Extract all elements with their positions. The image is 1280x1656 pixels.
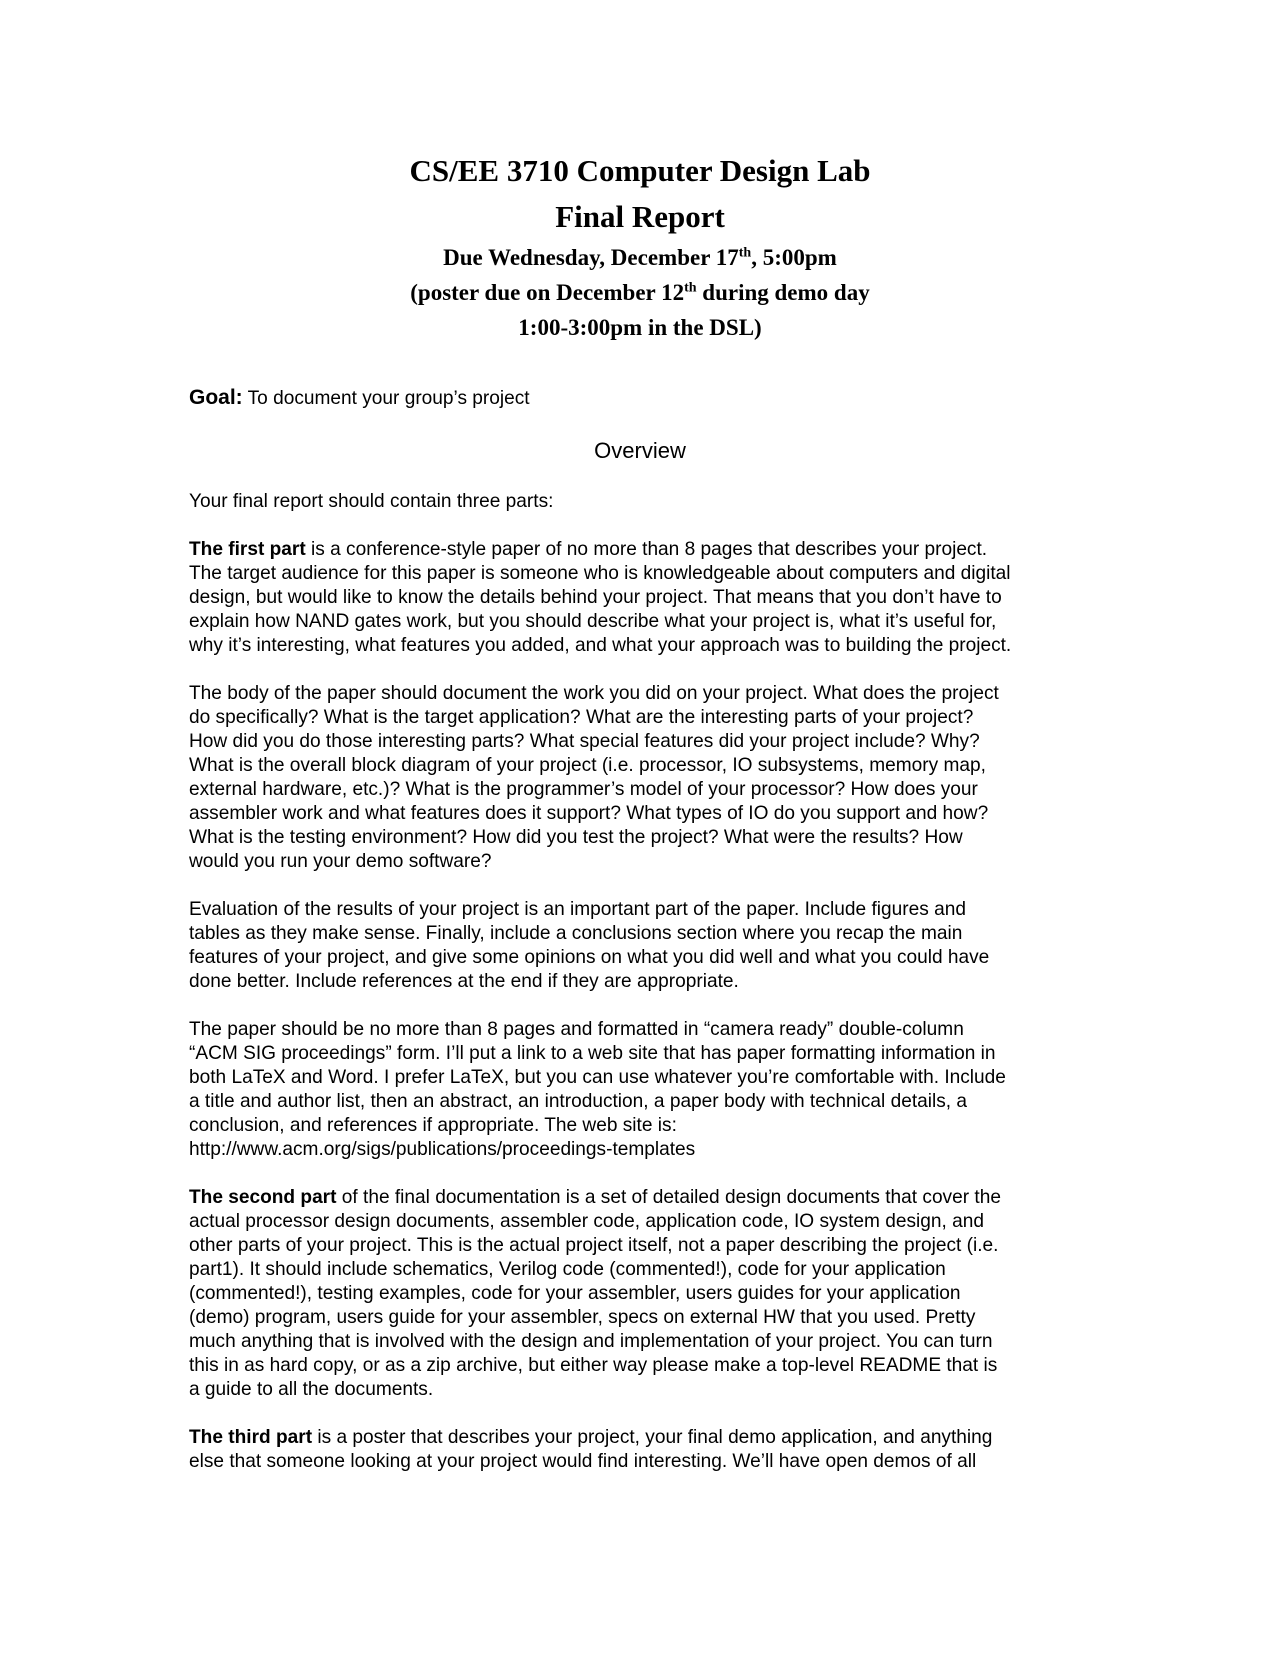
body-paragraph: [189, 682, 1099, 874]
paragraph-line: assembler work and what features does it support? What types of IO do you support and how?: [189, 803, 989, 824]
paragraph-line: a guide to all the documents.: [189, 1379, 434, 1400]
paragraph-line: Evaluation of the results of your project is an important part of the paper. Include figures and: [189, 899, 966, 920]
paragraph-line: [189, 538, 1099, 562]
paragraph-line: What is the overall block diagram of your project (i.e. processor, IO subsystems, memory map,: [189, 755, 986, 776]
poster-time-line: 1:00-3:00pm in the DSL): [518, 315, 762, 340]
paragraph-line: What is the testing environment? How did you test the project? What were the results? How: [189, 827, 963, 848]
third-part-lead: The third part: [189, 1427, 313, 1448]
intro-paragraph: [189, 490, 1099, 514]
poster-due-rest: during demo day: [696, 280, 870, 305]
paragraph-line: external hardware, etc.)? What is the programmer’s model of your processor? How does your: [189, 779, 978, 800]
paragraph-line: How did you do those interesting parts? What special features did your project include? Why?: [189, 731, 980, 752]
paragraph-line: [189, 1186, 1099, 1210]
paragraph-line: The paper should be no more than 8 pages and formatted in “camera ready” double-column: [189, 1019, 964, 1040]
paragraph-line: (commented!), testing examples, code for your assembler, users guides for your application: [189, 1283, 961, 1304]
paragraph-line: this in as hard copy, or as a zip archive, but either way please make a top-level README that is: [189, 1355, 998, 1376]
second-part-text: of the final documentation is a set of detailed design documents that cover the: [336, 1187, 1001, 1208]
paragraph-line: explain how NAND gates work, but you should describe what your project is, what it’s useful for,: [189, 611, 997, 632]
paragraph-line: done better. Include references at the end if they are appropriate.: [189, 971, 739, 992]
poster-due-line: [0, 275, 1280, 310]
paragraph-line: The body of the paper should document the work you did on your project. What does the project: [189, 683, 999, 704]
paragraph-line: features of your project, and give some opinions on what you did well and what you could have: [189, 947, 990, 968]
paragraph-line: conclusion, and references if appropriate. The web site is:: [189, 1115, 677, 1136]
goal-text: To document your group’s project: [242, 388, 530, 409]
due-date-line: [0, 240, 1280, 275]
first-part-paragraph: [189, 538, 1099, 658]
third-part-text: is a poster that describes your project, your final demo application, and anything: [312, 1427, 993, 1448]
due-date-time: , 5:00pm: [751, 245, 837, 270]
title-block: [0, 148, 1280, 345]
third-part-paragraph: [189, 1426, 1099, 1474]
course-title: CS/EE 3710 Computer Design Lab: [409, 153, 871, 188]
due-date-suffix: th: [738, 245, 752, 261]
paragraph-line: tables as they make sense. Finally, include a conclusions section where you recap the main: [189, 923, 963, 944]
paragraph-line: would you run your demo software?: [189, 851, 492, 872]
first-part-text: is a conference-style paper of no more than 8 pages that describes your project.: [305, 539, 988, 560]
paragraph-line: (demo) program, users guide for your assembler, specs on external HW that you used. Pretty: [189, 1307, 976, 1328]
paragraph-line: The target audience for this paper is someone who is knowledgeable about computers and digital: [189, 563, 1011, 584]
second-part-paragraph: [189, 1186, 1099, 1402]
overview-heading: Overview: [594, 438, 686, 463]
poster-due-suffix: th: [684, 280, 697, 296]
format-paragraph: [189, 1018, 1099, 1162]
paragraph-line: “ACM SIG proceedings” form. I’ll put a link to a web site that has paper formatting information in: [189, 1043, 996, 1064]
paragraph-line: else that someone looking at your project would find interesting. We’ll have open demos of all: [189, 1451, 977, 1472]
document-title: Final Report: [555, 199, 725, 234]
paragraph-line: part1). It should include schematics, Verilog code (commented!), code for your application: [189, 1259, 946, 1280]
paragraph-line: design, but would like to know the details behind your project. That means that you don’t have to: [189, 587, 1002, 608]
paragraph-line: Your final report should contain three parts:: [189, 491, 554, 512]
first-part-lead: The first part: [189, 539, 306, 560]
paragraph-line: both LaTeX and Word. I prefer LaTeX, but you can use whatever you’re comfortable with. Include: [189, 1067, 1006, 1088]
paragraph-line: a title and author list, then an abstract, an introduction, a paper body with technical details, a: [189, 1091, 968, 1112]
paragraph-line: actual processor design documents, assembler code, application code, IO system design, and: [189, 1211, 984, 1232]
paragraph-line: do specifically? What is the target application? What are the interesting parts of your project?: [189, 707, 974, 728]
paragraph-line: much anything that is involved with the design and implementation of your project. You can turn: [189, 1331, 993, 1352]
paragraph-line: [189, 1426, 1099, 1450]
goal-line: [189, 386, 1099, 411]
second-part-lead: The second part: [189, 1187, 337, 1208]
paragraph-line: why it’s interesting, what features you added, and what your approach was to building the project.: [189, 635, 1012, 656]
due-date-text: Due Wednesday, December 17: [443, 245, 739, 270]
template-url: http://www.acm.org/sigs/publications/proceedings-templates: [189, 1139, 696, 1160]
evaluation-paragraph: [189, 898, 1099, 994]
poster-due-text: (poster due on December 12: [410, 280, 685, 305]
paragraph-line: other parts of your project. This is the actual project itself, not a paper describing the project (i.e.: [189, 1235, 999, 1256]
goal-label: Goal:: [189, 386, 243, 409]
